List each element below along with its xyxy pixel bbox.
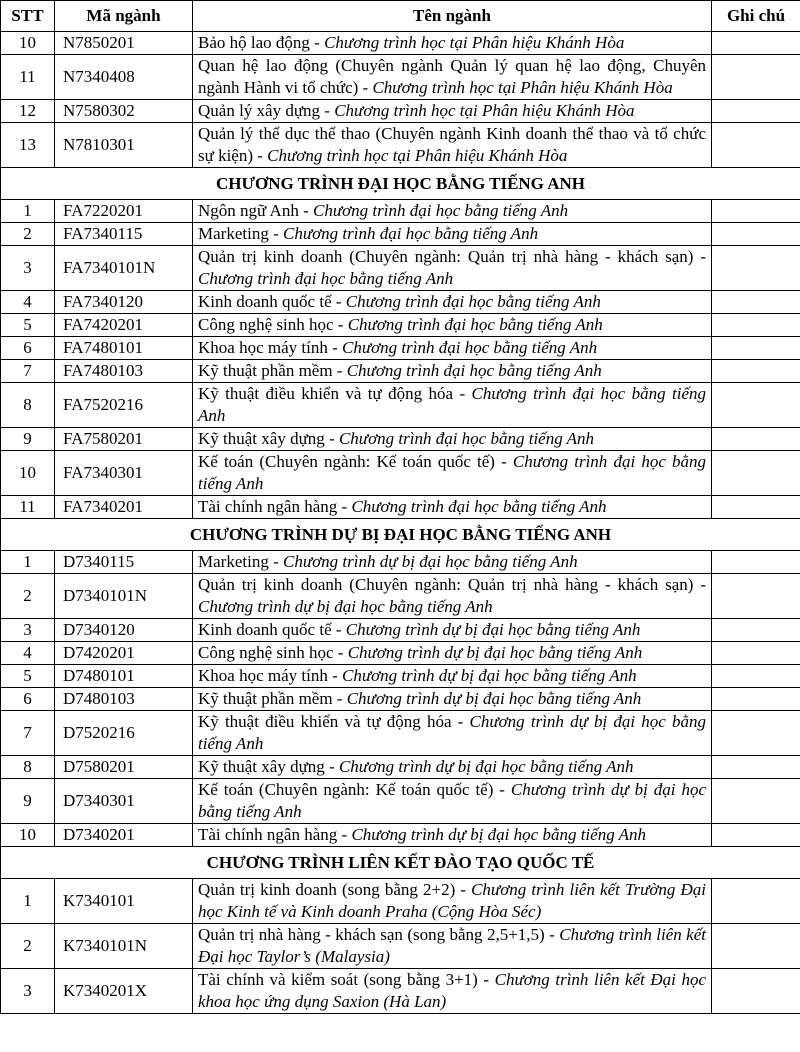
- major-name: Quản trị kinh doanh (Chuyên ngành: Quản trị nhà hàng - khách sạn) -: [198, 575, 706, 594]
- major-name: Kỹ thuật điều khiển và tự động hóa -: [198, 384, 472, 403]
- table-row: [1, 969, 800, 1014]
- table-row: [1, 291, 800, 314]
- table-row: [1, 642, 800, 665]
- row-note: [712, 779, 800, 824]
- row-note: [712, 200, 800, 223]
- row-stt: 2: [1, 574, 55, 619]
- major-name: Kỹ thuật xây dựng -: [198, 429, 339, 448]
- row-stt: 8: [1, 383, 55, 428]
- row-note: [712, 123, 800, 168]
- row-note: [712, 451, 800, 496]
- row-code: D7580201: [55, 756, 193, 779]
- table-row: [1, 665, 800, 688]
- row-code: D7340101N: [55, 574, 193, 619]
- row-code: N7850201: [55, 32, 193, 55]
- row-stt: 1: [1, 551, 55, 574]
- row-code: FA7420201: [55, 314, 193, 337]
- table-row: [1, 55, 800, 100]
- table-row: [1, 879, 800, 924]
- row-code: D7520216: [55, 711, 193, 756]
- program-name: Chương trình dự bị đại học bằng tiếng Anh: [346, 689, 642, 708]
- row-code: N7340408: [55, 55, 193, 100]
- table-row: [1, 688, 800, 711]
- row-name: [193, 969, 712, 1014]
- row-stt: 12: [1, 100, 55, 123]
- row-stt: 3: [1, 246, 55, 291]
- program-name: Chương trình đại học bằng tiếng Anh: [346, 361, 602, 380]
- table-row: [1, 100, 800, 123]
- row-note: [712, 32, 800, 55]
- row-note: [712, 337, 800, 360]
- section-row: [1, 847, 800, 879]
- major-name: Quản trị nhà hàng - khách sạn (song bằng 2,5+1,5) -: [198, 925, 560, 944]
- table-row: [1, 223, 800, 246]
- table-row: [1, 200, 800, 223]
- program-name: Chương trình dự bị đại học bằng tiếng Anh: [282, 552, 578, 571]
- program-name: Chương trình dự bị đại học bằng tiếng Anh: [342, 666, 637, 685]
- table-row: [1, 246, 800, 291]
- row-note: [712, 314, 800, 337]
- major-name: Quan hệ lao động (Chuyên ngành Quản lý quan hệ lao động, Chuyên ngành Hành vi tổ chức) -: [198, 56, 706, 97]
- program-name: Chương trình đại học bằng tiếng Anh: [198, 269, 454, 288]
- table-row: [1, 314, 800, 337]
- row-note: [712, 619, 800, 642]
- row-code: FA7340201: [55, 496, 193, 519]
- table-body: [1, 32, 800, 1014]
- row-code: D7340301: [55, 779, 193, 824]
- section-row: [1, 168, 800, 200]
- row-code: FA7520216: [55, 383, 193, 428]
- major-name: Kinh doanh quốc tế -: [198, 620, 346, 639]
- row-code: D7340120: [55, 619, 193, 642]
- row-name: [193, 360, 712, 383]
- section-title: CHƯƠNG TRÌNH LIÊN KẾT ĐÀO TẠO QUỐC TẾ: [1, 847, 800, 879]
- major-name: Marketing -: [198, 224, 283, 243]
- row-code: FA7480101: [55, 337, 193, 360]
- major-name: Ngôn ngữ Anh -: [198, 201, 313, 220]
- row-note: [712, 756, 800, 779]
- row-code: FA7480103: [55, 360, 193, 383]
- row-name: [193, 337, 712, 360]
- row-name: [193, 55, 712, 100]
- row-note: [712, 360, 800, 383]
- row-stt: 4: [1, 291, 55, 314]
- row-name: [193, 291, 712, 314]
- table-row: [1, 756, 800, 779]
- program-name: Chương trình học tại Phân hiệu Khánh Hòa: [334, 101, 635, 120]
- program-name: Chương trình dự bị đại học bằng tiếng Anh: [198, 597, 493, 616]
- row-note: [712, 428, 800, 451]
- table-row: [1, 619, 800, 642]
- program-name: Chương trình đại học bằng tiếng Anh: [313, 201, 569, 220]
- row-name: [193, 314, 712, 337]
- row-name: [193, 428, 712, 451]
- program-name: Chương trình dự bị đại học bằng tiếng Anh: [345, 620, 641, 639]
- table-row: [1, 779, 800, 824]
- table-row: [1, 496, 800, 519]
- row-code: FA7220201: [55, 200, 193, 223]
- major-name: Kỹ thuật điều khiển và tự động hóa -: [198, 712, 470, 731]
- section-row: [1, 519, 800, 551]
- row-name: [193, 924, 712, 969]
- major-name: Quản trị kinh doanh (song bằng 2+2) -: [198, 880, 472, 899]
- row-code: FA7340115: [55, 223, 193, 246]
- row-note: [712, 824, 800, 847]
- row-note: [712, 496, 800, 519]
- table-row: [1, 123, 800, 168]
- program-name: Chương trình liên kết Đại học khoa học ứng dụng Saxion (Hà Lan): [198, 970, 706, 1011]
- major-name: Tài chính và kiểm soát (song bằng 3+1) -: [198, 970, 495, 989]
- row-stt: 9: [1, 428, 55, 451]
- row-code: D7340201: [55, 824, 193, 847]
- table-row: [1, 428, 800, 451]
- table-row: [1, 574, 800, 619]
- row-name: [193, 642, 712, 665]
- row-stt: 11: [1, 55, 55, 100]
- row-name: [193, 32, 712, 55]
- program-name: Chương trình đại học bằng tiếng Anh: [198, 384, 706, 425]
- row-code: FA7340301: [55, 451, 193, 496]
- row-name: [193, 779, 712, 824]
- major-name: Bảo hộ lao động -: [198, 33, 325, 52]
- row-stt: 5: [1, 314, 55, 337]
- program-name: Chương trình đại học bằng tiếng Anh: [342, 338, 598, 357]
- row-code: FA7340101N: [55, 246, 193, 291]
- row-code: D7480103: [55, 688, 193, 711]
- row-note: [712, 969, 800, 1014]
- row-stt: 1: [1, 200, 55, 223]
- row-code: FA7340120: [55, 291, 193, 314]
- table-row: [1, 32, 800, 55]
- section-title: CHƯƠNG TRÌNH ĐẠI HỌC BẰNG TIẾNG ANH: [1, 168, 800, 200]
- row-name: [193, 824, 712, 847]
- program-name: Chương trình học tại Phân hiệu Khánh Hòa: [267, 146, 568, 165]
- row-note: [712, 688, 800, 711]
- major-name: Kỹ thuật phần mềm -: [198, 361, 347, 380]
- row-code: D7340115: [55, 551, 193, 574]
- row-stt: 6: [1, 337, 55, 360]
- row-code: N7580302: [55, 100, 193, 123]
- major-name: Kế toán (Chuyên ngành: Kế toán quốc tế) -: [198, 780, 511, 799]
- header-stt: STT: [1, 1, 55, 32]
- major-name: Marketing -: [198, 552, 283, 571]
- program-name: Chương trình dự bị đại học bằng tiếng Anh: [347, 643, 643, 662]
- row-name: [193, 688, 712, 711]
- row-name: [193, 223, 712, 246]
- row-stt: 3: [1, 969, 55, 1014]
- row-stt: 10: [1, 451, 55, 496]
- row-stt: 5: [1, 665, 55, 688]
- program-name: Chương trình học tại Phân hiệu Khánh Hòa: [324, 33, 625, 52]
- row-name: [193, 246, 712, 291]
- header-note: Ghi chú: [712, 1, 800, 32]
- row-note: [712, 879, 800, 924]
- row-name: [193, 619, 712, 642]
- header-code: Mã ngành: [55, 1, 193, 32]
- table-row: [1, 451, 800, 496]
- program-name: Chương trình học tại Phân hiệu Khánh Hòa: [372, 78, 673, 97]
- row-stt: 2: [1, 223, 55, 246]
- row-code: D7420201: [55, 642, 193, 665]
- program-name: Chương trình đại học bằng tiếng Anh: [347, 315, 603, 334]
- row-code: K7340201X: [55, 969, 193, 1014]
- row-note: [712, 642, 800, 665]
- major-name: Công nghệ sinh học -: [198, 315, 348, 334]
- table-row: [1, 383, 800, 428]
- row-name: [193, 123, 712, 168]
- row-note: [712, 223, 800, 246]
- program-name: Chương trình liên kết Đại học Taylor’s (Malaysia): [198, 925, 706, 966]
- major-name: Kỹ thuật xây dựng -: [198, 757, 339, 776]
- row-note: [712, 711, 800, 756]
- major-name: Kinh doanh quốc tế -: [198, 292, 346, 311]
- table-row: [1, 711, 800, 756]
- major-name: Công nghệ sinh học -: [198, 643, 348, 662]
- row-note: [712, 551, 800, 574]
- row-name: [193, 200, 712, 223]
- table-row: [1, 360, 800, 383]
- row-note: [712, 383, 800, 428]
- row-name: [193, 451, 712, 496]
- row-note: [712, 924, 800, 969]
- program-name: Chương trình đại học bằng tiếng Anh: [282, 224, 539, 243]
- row-name: [193, 100, 712, 123]
- row-stt: 3: [1, 619, 55, 642]
- major-name: Kế toán (Chuyên ngành: Kế toán quốc tế) -: [198, 452, 513, 471]
- table-row: [1, 924, 800, 969]
- row-note: [712, 665, 800, 688]
- row-stt: 8: [1, 756, 55, 779]
- row-stt: 7: [1, 711, 55, 756]
- table-row: [1, 337, 800, 360]
- header-row: [1, 1, 800, 32]
- row-code: D7480101: [55, 665, 193, 688]
- program-name: Chương trình đại học bằng tiếng Anh: [198, 452, 707, 493]
- program-name: Chương trình dự bị đại học bằng tiếng Anh: [351, 825, 647, 844]
- row-stt: 11: [1, 496, 55, 519]
- row-name: [193, 665, 712, 688]
- row-note: [712, 574, 800, 619]
- program-name: Chương trình đại học bằng tiếng Anh: [338, 429, 595, 448]
- section-title: CHƯƠNG TRÌNH DỰ BỊ ĐẠI HỌC BẰNG TIẾNG ANH: [1, 519, 800, 551]
- row-code: K7340101: [55, 879, 193, 924]
- program-name: Chương trình dự bị đại học bằng tiếng Anh: [338, 757, 634, 776]
- table-row: [1, 551, 800, 574]
- row-stt: 7: [1, 360, 55, 383]
- row-name: [193, 879, 712, 924]
- row-stt: 2: [1, 924, 55, 969]
- row-note: [712, 291, 800, 314]
- major-name: Quản lý xây dựng -: [198, 101, 335, 120]
- row-code: FA7580201: [55, 428, 193, 451]
- major-name: Quản lý thể dục thể thao (Chuyên ngành Kinh doanh thể thao và tổ chức sự kiện) -: [198, 124, 706, 165]
- program-name: Chương trình đại học bằng tiếng Anh: [345, 292, 601, 311]
- row-name: [193, 574, 712, 619]
- major-name: Tài chính ngân hàng -: [198, 825, 352, 844]
- major-name: Tài chính ngân hàng -: [198, 497, 352, 516]
- row-name: [193, 711, 712, 756]
- row-stt: 4: [1, 642, 55, 665]
- row-stt: 13: [1, 123, 55, 168]
- header-name: Tên ngành: [193, 1, 712, 32]
- major-name: Quản trị kinh doanh (Chuyên ngành: Quản trị nhà hàng - khách sạn) -: [198, 247, 706, 266]
- program-name: Chương trình dự bị đại học bằng tiếng Anh: [198, 780, 706, 821]
- row-stt: 1: [1, 879, 55, 924]
- program-name: Chương trình đại học bằng tiếng Anh: [351, 497, 607, 516]
- major-name: Khoa học máy tính -: [198, 666, 342, 685]
- program-name: Chương trình liên kết Trường Đại học Kinh tế và Kinh doanh Praha (Cộng Hòa Séc): [198, 880, 707, 921]
- major-name: Kỹ thuật phần mềm -: [198, 689, 347, 708]
- row-note: [712, 100, 800, 123]
- row-code: K7340101N: [55, 924, 193, 969]
- row-stt: 10: [1, 824, 55, 847]
- row-note: [712, 55, 800, 100]
- row-name: [193, 383, 712, 428]
- row-note: [712, 246, 800, 291]
- program-name: Chương trình dự bị đại học bằng tiếng Anh: [198, 712, 707, 753]
- row-code: N7810301: [55, 123, 193, 168]
- row-name: [193, 756, 712, 779]
- row-name: [193, 496, 712, 519]
- row-stt: 9: [1, 779, 55, 824]
- row-stt: 10: [1, 32, 55, 55]
- row-name: [193, 551, 712, 574]
- table-row: [1, 824, 800, 847]
- major-name: Khoa học máy tính -: [198, 338, 342, 357]
- row-stt: 6: [1, 688, 55, 711]
